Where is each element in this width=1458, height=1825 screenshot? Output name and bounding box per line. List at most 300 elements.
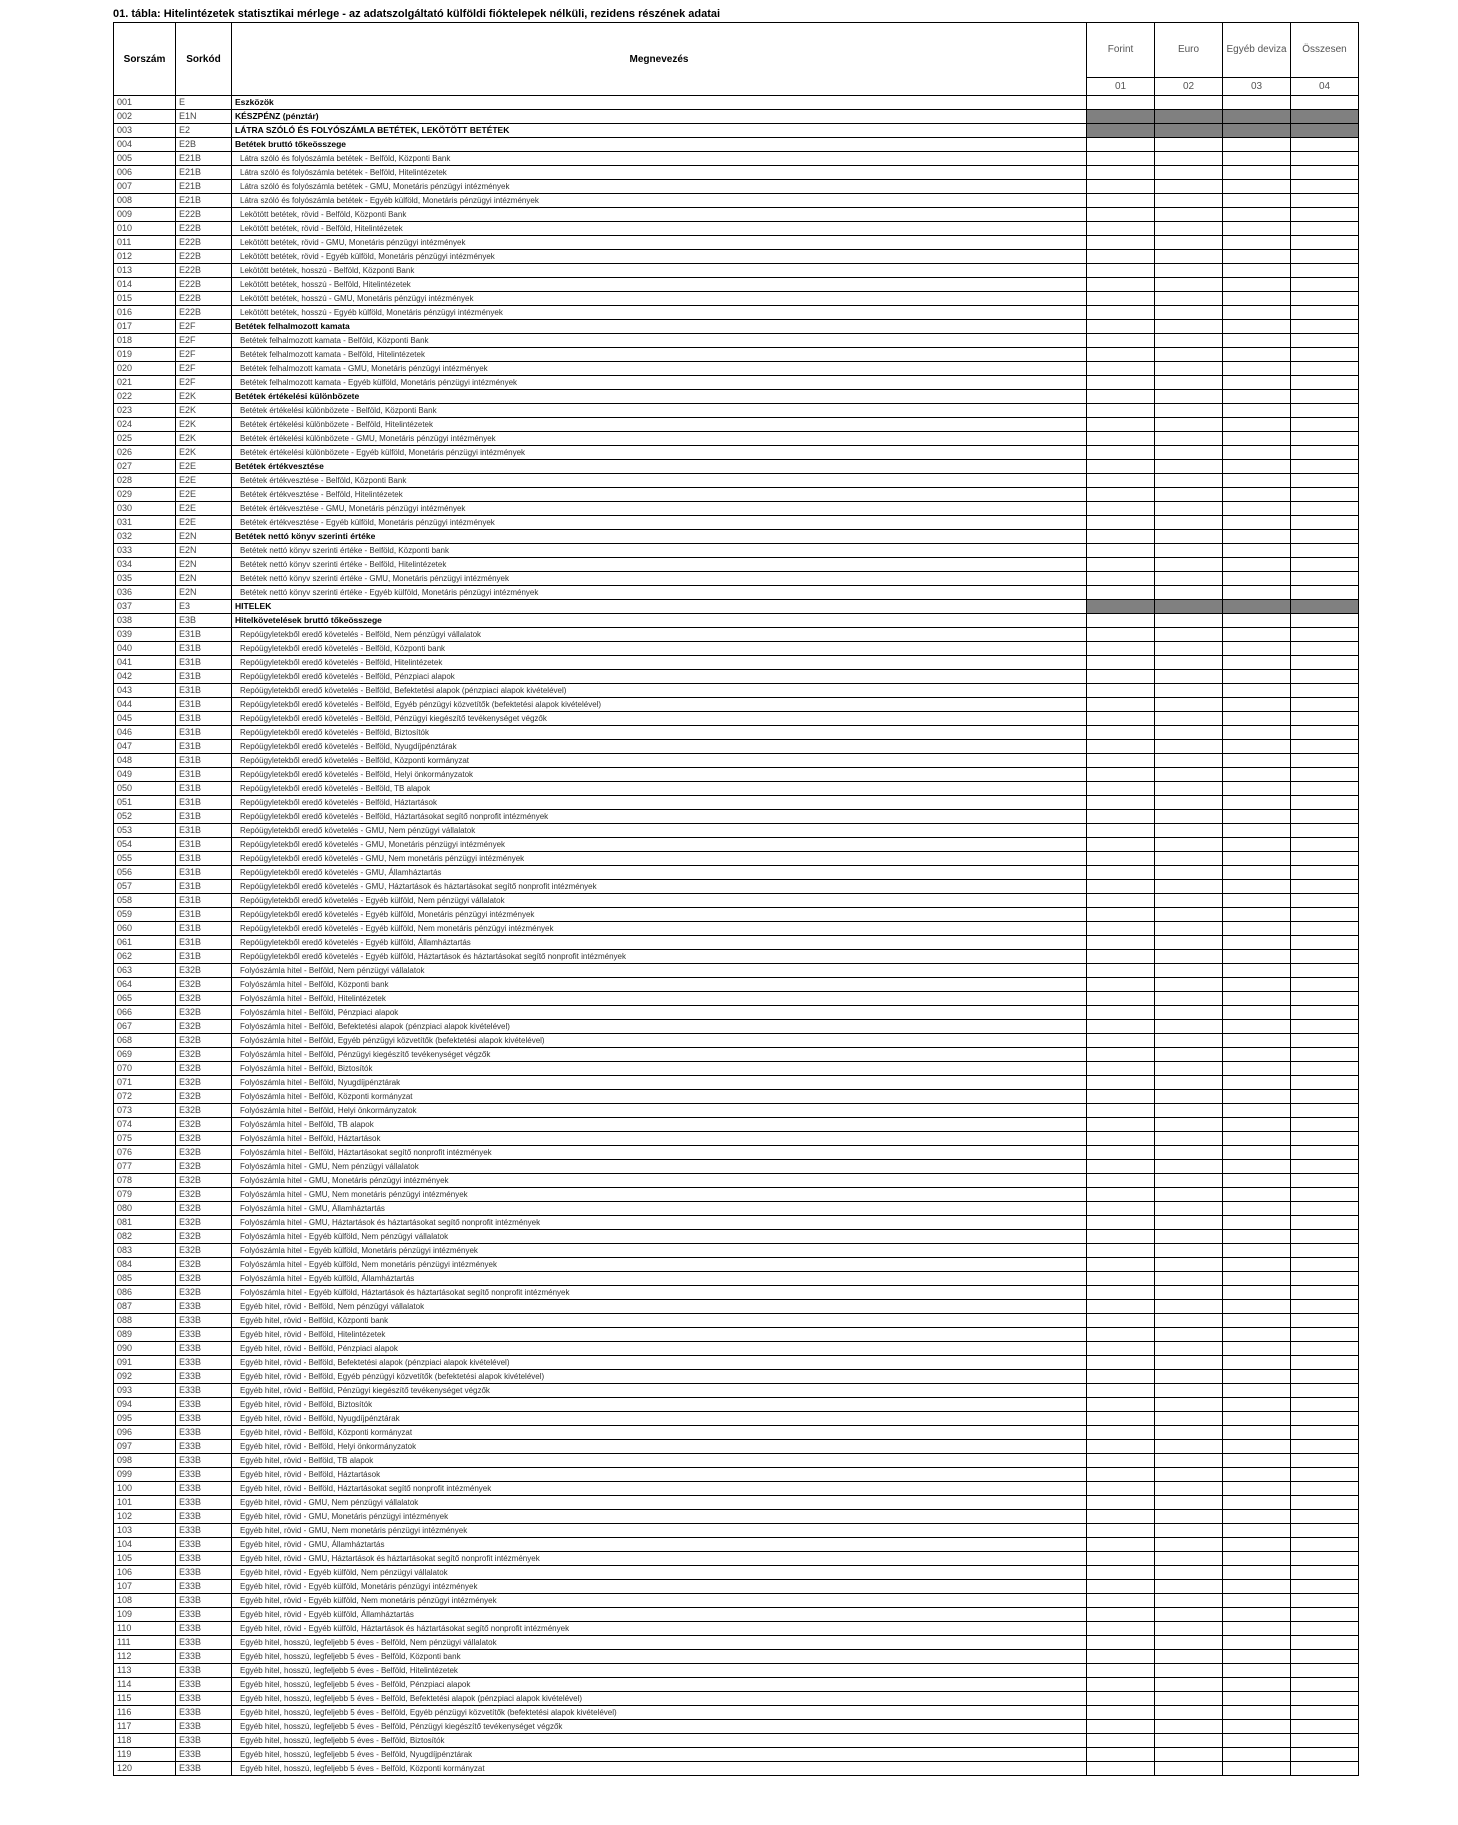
value-cell-euro[interactable] [1155,1524,1223,1538]
value-cell-euro[interactable] [1155,1538,1223,1552]
value-cell-egyeb-deviza[interactable] [1223,726,1291,740]
value-cell-egyeb-deviza[interactable] [1223,1664,1291,1678]
value-cell-egyeb-deviza[interactable] [1223,1202,1291,1216]
value-cell-osszesen[interactable] [1291,1230,1359,1244]
value-cell-egyeb-deviza[interactable] [1223,544,1291,558]
value-cell-osszesen[interactable] [1291,838,1359,852]
value-cell-euro[interactable] [1155,362,1223,376]
value-cell-egyeb-deviza[interactable] [1223,1762,1291,1776]
value-cell-euro[interactable] [1155,250,1223,264]
value-cell-egyeb-deviza[interactable] [1223,642,1291,656]
value-cell-osszesen[interactable] [1291,558,1359,572]
value-cell-forint[interactable] [1087,1636,1155,1650]
value-cell-osszesen[interactable] [1291,1020,1359,1034]
value-cell-forint[interactable] [1087,1734,1155,1748]
value-cell-euro[interactable] [1155,1398,1223,1412]
value-cell-egyeb-deviza[interactable] [1223,684,1291,698]
value-cell-forint[interactable] [1087,1664,1155,1678]
value-cell-forint[interactable] [1087,474,1155,488]
value-cell-osszesen[interactable] [1291,362,1359,376]
value-cell-forint[interactable] [1087,1454,1155,1468]
value-cell-osszesen[interactable] [1291,1622,1359,1636]
value-cell-osszesen[interactable] [1291,1188,1359,1202]
value-cell-egyeb-deviza[interactable] [1223,1076,1291,1090]
value-cell-osszesen[interactable] [1291,1384,1359,1398]
value-cell-euro[interactable] [1155,1104,1223,1118]
value-cell-forint[interactable] [1087,684,1155,698]
value-cell-forint[interactable] [1087,768,1155,782]
value-cell-euro[interactable] [1155,1552,1223,1566]
value-cell-euro[interactable] [1155,1678,1223,1692]
value-cell-osszesen[interactable] [1291,278,1359,292]
value-cell-forint[interactable] [1087,1468,1155,1482]
value-cell-egyeb-deviza[interactable] [1223,1552,1291,1566]
value-cell-osszesen[interactable] [1291,782,1359,796]
value-cell-euro[interactable] [1155,96,1223,110]
value-cell-osszesen[interactable] [1291,166,1359,180]
value-cell-euro[interactable] [1155,922,1223,936]
value-cell-euro[interactable] [1155,656,1223,670]
value-cell-egyeb-deviza[interactable] [1223,992,1291,1006]
value-cell-forint[interactable] [1087,1356,1155,1370]
value-cell-osszesen[interactable] [1291,1706,1359,1720]
value-cell-osszesen[interactable] [1291,1076,1359,1090]
value-cell-euro[interactable] [1155,838,1223,852]
value-cell-forint[interactable] [1087,516,1155,530]
value-cell-egyeb-deviza[interactable] [1223,1496,1291,1510]
value-cell-osszesen[interactable] [1291,96,1359,110]
value-cell-forint[interactable] [1087,1174,1155,1188]
value-cell-osszesen[interactable] [1291,1006,1359,1020]
value-cell-osszesen[interactable] [1291,978,1359,992]
value-cell-forint[interactable] [1087,180,1155,194]
value-cell-osszesen[interactable] [1291,1062,1359,1076]
value-cell-osszesen[interactable] [1291,1524,1359,1538]
value-cell-forint[interactable] [1087,1608,1155,1622]
value-cell-forint[interactable] [1087,1426,1155,1440]
value-cell-forint[interactable] [1087,908,1155,922]
value-cell-egyeb-deviza[interactable] [1223,376,1291,390]
value-cell-egyeb-deviza[interactable] [1223,1706,1291,1720]
value-cell-euro[interactable] [1155,502,1223,516]
value-cell-forint[interactable] [1087,1692,1155,1706]
value-cell-egyeb-deviza[interactable] [1223,754,1291,768]
value-cell-osszesen[interactable] [1291,1468,1359,1482]
value-cell-egyeb-deviza[interactable] [1223,1006,1291,1020]
value-cell-forint[interactable] [1087,810,1155,824]
value-cell-osszesen[interactable] [1291,1748,1359,1762]
value-cell-forint[interactable] [1087,1146,1155,1160]
value-cell-osszesen[interactable] [1291,460,1359,474]
value-cell-forint[interactable] [1087,936,1155,950]
value-cell-osszesen[interactable] [1291,1342,1359,1356]
value-cell-osszesen[interactable] [1291,1216,1359,1230]
value-cell-egyeb-deviza[interactable] [1223,1300,1291,1314]
value-cell-osszesen[interactable] [1291,684,1359,698]
value-cell-egyeb-deviza[interactable] [1223,1272,1291,1286]
value-cell-egyeb-deviza[interactable] [1223,362,1291,376]
value-cell-euro[interactable] [1155,1622,1223,1636]
value-cell-osszesen[interactable] [1291,936,1359,950]
value-cell-euro[interactable] [1155,432,1223,446]
value-cell-osszesen[interactable] [1291,1678,1359,1692]
value-cell-osszesen[interactable] [1291,1272,1359,1286]
value-cell-egyeb-deviza[interactable] [1223,1342,1291,1356]
value-cell-euro[interactable] [1155,264,1223,278]
value-cell-egyeb-deviza[interactable] [1223,516,1291,530]
value-cell-euro[interactable] [1155,488,1223,502]
value-cell-egyeb-deviza[interactable] [1223,1160,1291,1174]
value-cell-euro[interactable] [1155,180,1223,194]
value-cell-osszesen[interactable] [1291,950,1359,964]
value-cell-forint[interactable] [1087,376,1155,390]
value-cell-osszesen[interactable] [1291,1146,1359,1160]
value-cell-egyeb-deviza[interactable] [1223,530,1291,544]
value-cell-forint[interactable] [1087,1048,1155,1062]
value-cell-euro[interactable] [1155,712,1223,726]
value-cell-forint[interactable] [1087,432,1155,446]
value-cell-osszesen[interactable] [1291,320,1359,334]
value-cell-forint[interactable] [1087,614,1155,628]
value-cell-egyeb-deviza[interactable] [1223,740,1291,754]
value-cell-osszesen[interactable] [1291,1692,1359,1706]
value-cell-euro[interactable] [1155,1566,1223,1580]
value-cell-osszesen[interactable] [1291,530,1359,544]
value-cell-forint[interactable] [1087,208,1155,222]
value-cell-forint[interactable] [1087,1370,1155,1384]
value-cell-osszesen[interactable] [1291,1090,1359,1104]
value-cell-euro[interactable] [1155,1496,1223,1510]
value-cell-forint[interactable] [1087,1188,1155,1202]
value-cell-osszesen[interactable] [1291,1118,1359,1132]
value-cell-egyeb-deviza[interactable] [1223,712,1291,726]
value-cell-egyeb-deviza[interactable] [1223,1426,1291,1440]
value-cell-forint[interactable] [1087,796,1155,810]
value-cell-egyeb-deviza[interactable] [1223,1692,1291,1706]
value-cell-osszesen[interactable] [1291,334,1359,348]
value-cell-forint[interactable] [1087,1034,1155,1048]
value-cell-euro[interactable] [1155,390,1223,404]
value-cell-forint[interactable] [1087,1552,1155,1566]
value-cell-egyeb-deviza[interactable] [1223,1482,1291,1496]
value-cell-osszesen[interactable] [1291,572,1359,586]
value-cell-osszesen[interactable] [1291,1160,1359,1174]
value-cell-forint[interactable] [1087,1202,1155,1216]
value-cell-forint[interactable] [1087,1510,1155,1524]
value-cell-egyeb-deviza[interactable] [1223,180,1291,194]
value-cell-egyeb-deviza[interactable] [1223,1678,1291,1692]
value-cell-euro[interactable] [1155,306,1223,320]
value-cell-forint[interactable] [1087,866,1155,880]
value-cell-euro[interactable] [1155,460,1223,474]
value-cell-osszesen[interactable] [1291,222,1359,236]
value-cell-osszesen[interactable] [1291,922,1359,936]
value-cell-forint[interactable] [1087,1244,1155,1258]
value-cell-forint[interactable] [1087,1020,1155,1034]
value-cell-euro[interactable] [1155,852,1223,866]
value-cell-egyeb-deviza[interactable] [1223,768,1291,782]
value-cell-euro[interactable] [1155,908,1223,922]
value-cell-euro[interactable] [1155,446,1223,460]
value-cell-osszesen[interactable] [1291,292,1359,306]
value-cell-osszesen[interactable] [1291,152,1359,166]
value-cell-forint[interactable] [1087,1762,1155,1776]
value-cell-euro[interactable] [1155,418,1223,432]
value-cell-egyeb-deviza[interactable] [1223,348,1291,362]
value-cell-euro[interactable] [1155,474,1223,488]
value-cell-egyeb-deviza[interactable] [1223,1398,1291,1412]
value-cell-osszesen[interactable] [1291,1510,1359,1524]
value-cell-egyeb-deviza[interactable] [1223,670,1291,684]
value-cell-forint[interactable] [1087,334,1155,348]
value-cell-forint[interactable] [1087,1594,1155,1608]
value-cell-forint[interactable] [1087,740,1155,754]
value-cell-egyeb-deviza[interactable] [1223,1258,1291,1272]
value-cell-forint[interactable] [1087,1496,1155,1510]
value-cell-forint[interactable] [1087,1622,1155,1636]
value-cell-egyeb-deviza[interactable] [1223,1608,1291,1622]
value-cell-egyeb-deviza[interactable] [1223,138,1291,152]
value-cell-forint[interactable] [1087,1538,1155,1552]
value-cell-osszesen[interactable] [1291,1244,1359,1258]
value-cell-euro[interactable] [1155,782,1223,796]
value-cell-osszesen[interactable] [1291,824,1359,838]
value-cell-euro[interactable] [1155,1272,1223,1286]
value-cell-egyeb-deviza[interactable] [1223,1104,1291,1118]
value-cell-euro[interactable] [1155,558,1223,572]
value-cell-osszesen[interactable] [1291,1608,1359,1622]
value-cell-osszesen[interactable] [1291,1202,1359,1216]
value-cell-osszesen[interactable] [1291,1762,1359,1776]
value-cell-forint[interactable] [1087,782,1155,796]
value-cell-osszesen[interactable] [1291,488,1359,502]
value-cell-osszesen[interactable] [1291,348,1359,362]
value-cell-egyeb-deviza[interactable] [1223,824,1291,838]
value-cell-forint[interactable] [1087,880,1155,894]
value-cell-euro[interactable] [1155,1370,1223,1384]
value-cell-egyeb-deviza[interactable] [1223,278,1291,292]
value-cell-osszesen[interactable] [1291,1664,1359,1678]
value-cell-osszesen[interactable] [1291,642,1359,656]
value-cell-egyeb-deviza[interactable] [1223,1216,1291,1230]
value-cell-egyeb-deviza[interactable] [1223,1146,1291,1160]
value-cell-forint[interactable] [1087,222,1155,236]
value-cell-forint[interactable] [1087,838,1155,852]
value-cell-osszesen[interactable] [1291,1174,1359,1188]
value-cell-euro[interactable] [1155,1076,1223,1090]
value-cell-euro[interactable] [1155,1636,1223,1650]
value-cell-forint[interactable] [1087,194,1155,208]
value-cell-forint[interactable] [1087,362,1155,376]
value-cell-osszesen[interactable] [1291,908,1359,922]
value-cell-euro[interactable] [1155,614,1223,628]
value-cell-euro[interactable] [1155,936,1223,950]
value-cell-forint[interactable] [1087,712,1155,726]
value-cell-egyeb-deviza[interactable] [1223,208,1291,222]
value-cell-egyeb-deviza[interactable] [1223,96,1291,110]
value-cell-osszesen[interactable] [1291,1720,1359,1734]
value-cell-euro[interactable] [1155,684,1223,698]
value-cell-forint[interactable] [1087,1104,1155,1118]
value-cell-euro[interactable] [1155,1454,1223,1468]
value-cell-egyeb-deviza[interactable] [1223,1048,1291,1062]
value-cell-egyeb-deviza[interactable] [1223,614,1291,628]
value-cell-forint[interactable] [1087,502,1155,516]
value-cell-euro[interactable] [1155,740,1223,754]
value-cell-euro[interactable] [1155,1132,1223,1146]
value-cell-euro[interactable] [1155,698,1223,712]
value-cell-egyeb-deviza[interactable] [1223,1118,1291,1132]
value-cell-osszesen[interactable] [1291,1258,1359,1272]
value-cell-osszesen[interactable] [1291,1580,1359,1594]
value-cell-euro[interactable] [1155,1328,1223,1342]
value-cell-euro[interactable] [1155,978,1223,992]
value-cell-forint[interactable] [1087,824,1155,838]
value-cell-egyeb-deviza[interactable] [1223,320,1291,334]
value-cell-euro[interactable] [1155,152,1223,166]
value-cell-forint[interactable] [1087,1650,1155,1664]
value-cell-forint[interactable] [1087,1090,1155,1104]
value-cell-euro[interactable] [1155,236,1223,250]
value-cell-forint[interactable] [1087,96,1155,110]
value-cell-osszesen[interactable] [1291,1300,1359,1314]
value-cell-egyeb-deviza[interactable] [1223,292,1291,306]
value-cell-osszesen[interactable] [1291,810,1359,824]
value-cell-egyeb-deviza[interactable] [1223,264,1291,278]
value-cell-osszesen[interactable] [1291,376,1359,390]
value-cell-forint[interactable] [1087,544,1155,558]
value-cell-forint[interactable] [1087,1384,1155,1398]
value-cell-forint[interactable] [1087,1076,1155,1090]
value-cell-forint[interactable] [1087,726,1155,740]
value-cell-egyeb-deviza[interactable] [1223,1090,1291,1104]
value-cell-osszesen[interactable] [1291,670,1359,684]
value-cell-euro[interactable] [1155,880,1223,894]
value-cell-osszesen[interactable] [1291,1104,1359,1118]
value-cell-forint[interactable] [1087,1272,1155,1286]
value-cell-euro[interactable] [1155,754,1223,768]
value-cell-osszesen[interactable] [1291,138,1359,152]
value-cell-euro[interactable] [1155,1608,1223,1622]
value-cell-osszesen[interactable] [1291,1286,1359,1300]
value-cell-egyeb-deviza[interactable] [1223,1538,1291,1552]
value-cell-osszesen[interactable] [1291,446,1359,460]
value-cell-egyeb-deviza[interactable] [1223,1594,1291,1608]
value-cell-forint[interactable] [1087,978,1155,992]
value-cell-egyeb-deviza[interactable] [1223,796,1291,810]
value-cell-forint[interactable] [1087,670,1155,684]
value-cell-euro[interactable] [1155,1160,1223,1174]
value-cell-egyeb-deviza[interactable] [1223,432,1291,446]
value-cell-euro[interactable] [1155,1020,1223,1034]
value-cell-egyeb-deviza[interactable] [1223,1440,1291,1454]
value-cell-osszesen[interactable] [1291,208,1359,222]
value-cell-euro[interactable] [1155,138,1223,152]
value-cell-egyeb-deviza[interactable] [1223,1622,1291,1636]
value-cell-osszesen[interactable] [1291,1454,1359,1468]
value-cell-egyeb-deviza[interactable] [1223,698,1291,712]
value-cell-osszesen[interactable] [1291,1034,1359,1048]
value-cell-egyeb-deviza[interactable] [1223,1020,1291,1034]
value-cell-forint[interactable] [1087,1482,1155,1496]
value-cell-osszesen[interactable] [1291,404,1359,418]
value-cell-euro[interactable] [1155,1356,1223,1370]
value-cell-euro[interactable] [1155,586,1223,600]
value-cell-egyeb-deviza[interactable] [1223,1356,1291,1370]
value-cell-egyeb-deviza[interactable] [1223,1454,1291,1468]
value-cell-forint[interactable] [1087,1748,1155,1762]
value-cell-forint[interactable] [1087,1524,1155,1538]
value-cell-osszesen[interactable] [1291,992,1359,1006]
value-cell-osszesen[interactable] [1291,712,1359,726]
value-cell-euro[interactable] [1155,1216,1223,1230]
value-cell-forint[interactable] [1087,292,1155,306]
value-cell-euro[interactable] [1155,992,1223,1006]
value-cell-osszesen[interactable] [1291,1398,1359,1412]
value-cell-osszesen[interactable] [1291,194,1359,208]
value-cell-euro[interactable] [1155,1034,1223,1048]
value-cell-forint[interactable] [1087,628,1155,642]
value-cell-euro[interactable] [1155,1664,1223,1678]
value-cell-euro[interactable] [1155,1510,1223,1524]
value-cell-euro[interactable] [1155,894,1223,908]
value-cell-euro[interactable] [1155,278,1223,292]
value-cell-egyeb-deviza[interactable] [1223,502,1291,516]
value-cell-forint[interactable] [1087,446,1155,460]
value-cell-egyeb-deviza[interactable] [1223,656,1291,670]
value-cell-euro[interactable] [1155,1762,1223,1776]
value-cell-euro[interactable] [1155,1384,1223,1398]
value-cell-forint[interactable] [1087,1300,1155,1314]
value-cell-osszesen[interactable] [1291,1496,1359,1510]
value-cell-egyeb-deviza[interactable] [1223,950,1291,964]
value-cell-forint[interactable] [1087,1566,1155,1580]
value-cell-euro[interactable] [1155,628,1223,642]
value-cell-osszesen[interactable] [1291,264,1359,278]
value-cell-egyeb-deviza[interactable] [1223,586,1291,600]
value-cell-euro[interactable] [1155,796,1223,810]
value-cell-forint[interactable] [1087,488,1155,502]
value-cell-egyeb-deviza[interactable] [1223,1230,1291,1244]
value-cell-euro[interactable] [1155,1244,1223,1258]
value-cell-osszesen[interactable] [1291,1566,1359,1580]
value-cell-egyeb-deviza[interactable] [1223,838,1291,852]
value-cell-egyeb-deviza[interactable] [1223,1132,1291,1146]
value-cell-forint[interactable] [1087,1118,1155,1132]
value-cell-forint[interactable] [1087,1286,1155,1300]
value-cell-egyeb-deviza[interactable] [1223,1062,1291,1076]
value-cell-forint[interactable] [1087,1580,1155,1594]
value-cell-egyeb-deviza[interactable] [1223,628,1291,642]
value-cell-forint[interactable] [1087,642,1155,656]
value-cell-forint[interactable] [1087,404,1155,418]
value-cell-forint[interactable] [1087,558,1155,572]
value-cell-egyeb-deviza[interactable] [1223,908,1291,922]
value-cell-egyeb-deviza[interactable] [1223,922,1291,936]
value-cell-euro[interactable] [1155,726,1223,740]
value-cell-euro[interactable] [1155,1188,1223,1202]
value-cell-forint[interactable] [1087,586,1155,600]
value-cell-egyeb-deviza[interactable] [1223,306,1291,320]
value-cell-euro[interactable] [1155,866,1223,880]
value-cell-osszesen[interactable] [1291,628,1359,642]
value-cell-osszesen[interactable] [1291,1314,1359,1328]
value-cell-osszesen[interactable] [1291,796,1359,810]
value-cell-euro[interactable] [1155,1286,1223,1300]
value-cell-euro[interactable] [1155,572,1223,586]
value-cell-forint[interactable] [1087,964,1155,978]
value-cell-forint[interactable] [1087,264,1155,278]
